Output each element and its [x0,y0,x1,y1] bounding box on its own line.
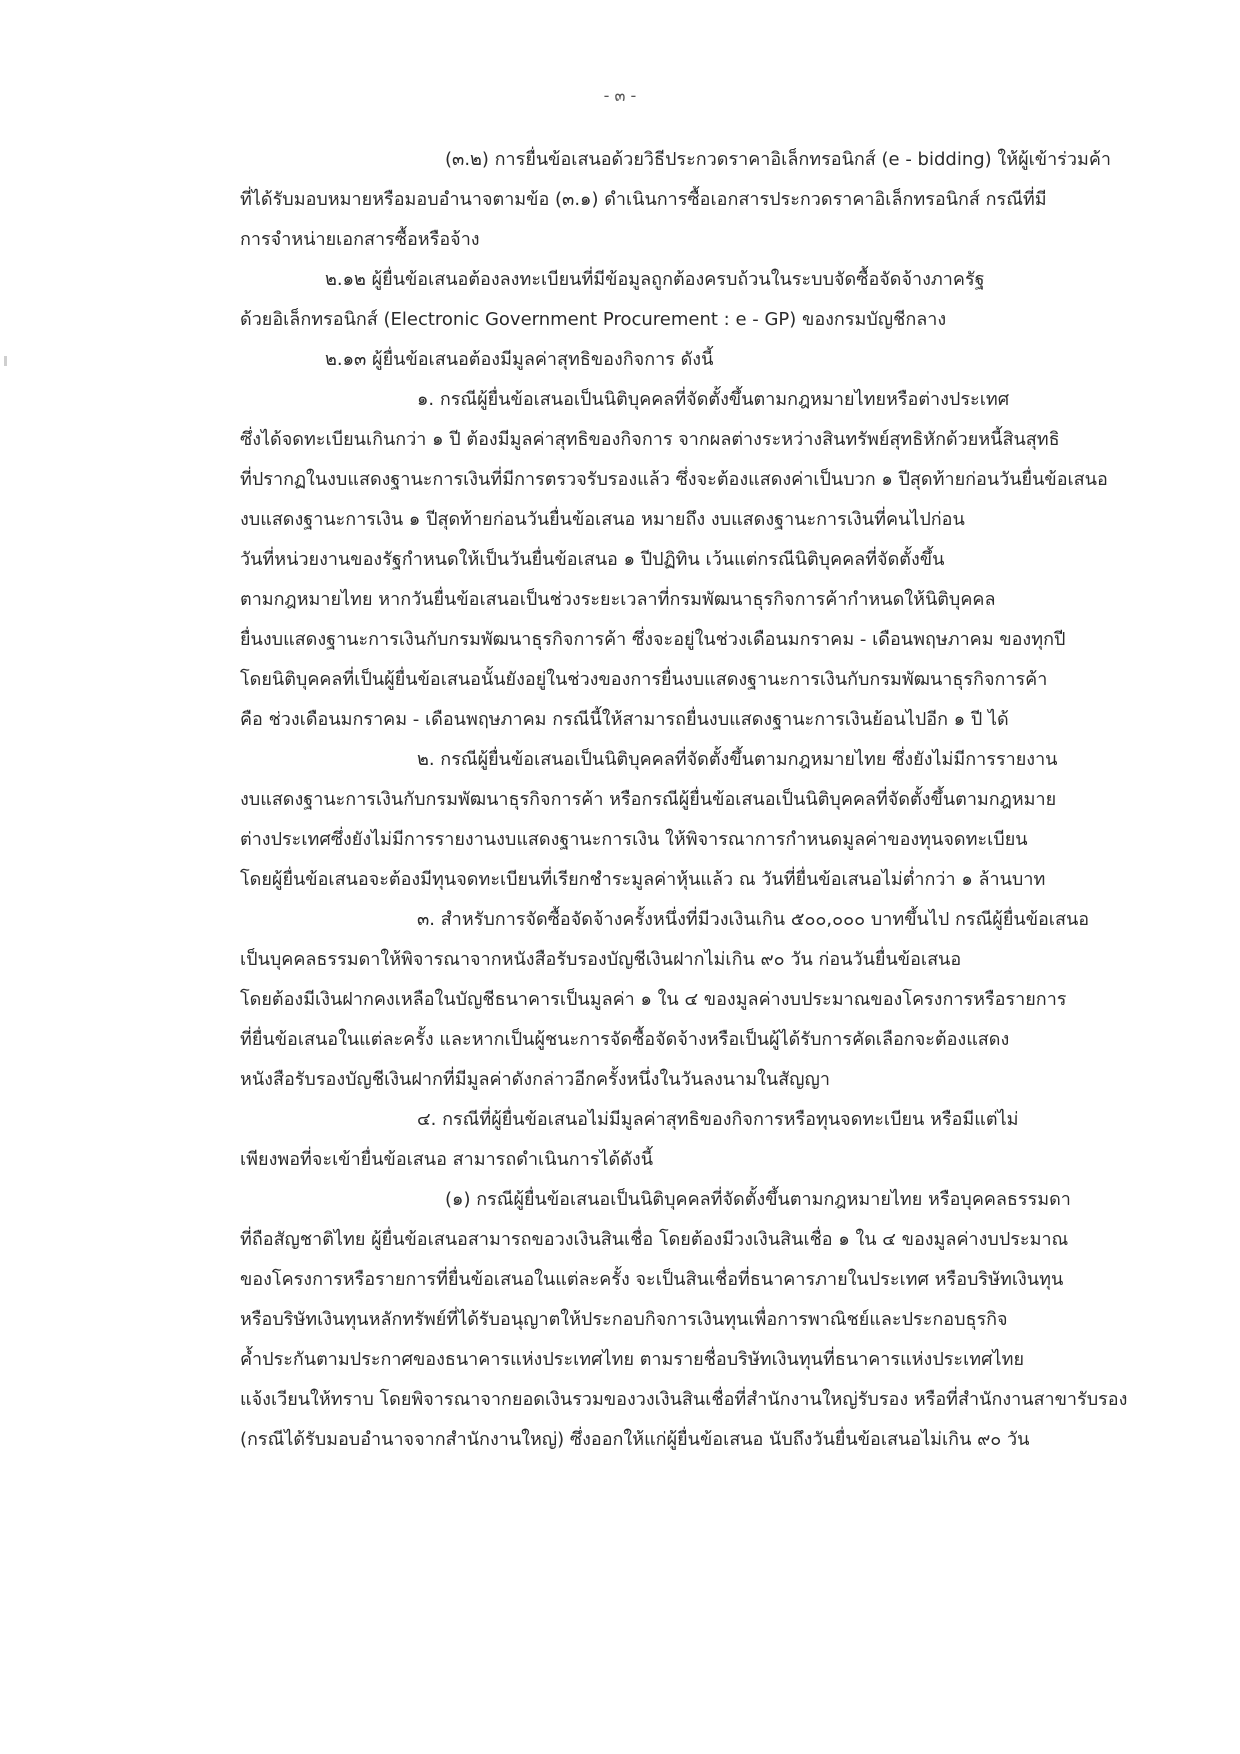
text-line: ที่ได้รับมอบหมายหรือมอบอำนาจตามข้อ (๓.๑) ดำเนินการซื้อเอกสารประกวดราคาอิเล็กทรอนิกส์ กรณีที่มี [240,189,1047,210]
text-line: ๑. กรณีผู้ยื่นข้อเสนอเป็นนิติบุคคลที่จัดตั้งขึ้นตามกฎหมายไทยหรือต่างประเทศ [417,389,1010,410]
text-line: วันที่หน่วยงานของรัฐกำหนดให้เป็นวันยื่นข้อเสนอ ๑ ปีปฏิทิน เว้นแต่กรณีนิติบุคคลที่จัดตั้งขึ้น [240,549,945,570]
text-line: (กรณีได้รับมอบอำนาจจากสำนักงานใหญ่) ซึ่งออกให้แก่ผู้ยื่นข้อเสนอ นับถึงวันยื่นข้อเสนอไม่เกิน ๙๐ วัน [240,1429,1030,1450]
text-line: ๓. สำหรับการจัดซื้อจัดจ้างครั้งหนึ่งที่มีวงเงินเกิน ๕๐๐,๐๐๐ บาทขึ้นไป กรณีผู้ยื่นข้อเสนอ [417,909,1090,930]
text-line: โดยต้องมีเงินฝากคงเหลือในบัญชีธนาคารเป็นมูลค่า ๑ ใน ๔ ของมูลค่างบประมาณของโครงการหรือรายการ [240,989,1067,1010]
page-number: - ๓ - [603,86,637,105]
text-line: การจำหน่ายเอกสารซื้อหรือจ้าง [240,229,480,250]
text-line: ค้ำประกันตามประกาศของธนาคารแห่งประเทศไทย ตามรายชื่อบริษัทเงินทุนที่ธนาคารแห่งประเทศไทย [240,1349,1024,1370]
text-line: งบแสดงฐานะการเงิน ๑ ปีสุดท้ายก่อนวันยื่นข้อเสนอ หมายถึง งบแสดงฐานะการเงินที่คนไปก่อน [240,509,965,530]
text-line: ที่ถือสัญชาติไทย ผู้ยื่นข้อเสนอสามารถขอวงเงินสินเชื่อ โดยต้องมีวงเงินสินเชื่อ ๑ ใน ๔ ของมูลค่างบประมาณ [240,1229,1069,1250]
text-line: ยื่นงบแสดงฐานะการเงินกับกรมพัฒนาธุรกิจการค้า ซึ่งจะอยู่ในช่วงเดือนมกราคม - เดือนพฤษภาคม ของทุกปี [240,629,1066,650]
text-line: หนังสือรับรองบัญชีเงินฝากที่มีมูลค่าดังกล่าวอีกครั้งหนึ่งในวันลงนามในสัญญา [240,1069,830,1090]
document-body [240,140,1130,1460]
text-line: โดยผู้ยื่นข้อเสนอจะต้องมีทุนจดทะเบียนที่เรียกชำระมูลค่าหุ้นแล้ว ณ วันที่ยื่นข้อเสนอไม่ต่ำกว่า ๑ ล้านบาท [240,869,1046,890]
text-line: ๒. กรณีผู้ยื่นข้อเสนอเป็นนิติบุคคลที่จัดตั้งขึ้นตามกฎหมายไทย ซึ่งยังไม่มีการรายงาน [417,749,1058,770]
text-line: (๓.๒) การยื่นข้อเสนอด้วยวิธีประกวดราคาอิเล็กทรอนิกส์ (e - bidding) ให้ผู้เข้าร่วมค้า [445,149,1111,170]
text-line: เพียงพอที่จะเข้ายื่นข้อเสนอ สามารถดำเนินการได้ดังนี้ [240,1149,654,1170]
text-line: ที่ปรากฏในงบแสดงฐานะการเงินที่มีการตรวจรับรองแล้ว ซึ่งจะต้องแสดงค่าเป็นบวก ๑ ปีสุดท้ายก่อนวันยื่นข้อเสนอ [240,469,1108,490]
text-line: งบแสดงฐานะการเงินกับกรมพัฒนาธุรกิจการค้า หรือกรณีผู้ยื่นข้อเสนอเป็นนิติบุคคลที่จัดตั้งขึ้นตามกฎหมาย [240,789,1057,810]
text-line: ซึ่งได้จดทะเบียนเกินกว่า ๑ ปี ต้องมีมูลค่าสุทธิของกิจการ จากผลต่างระหว่างสินทรัพย์สุทธิหักด้วยหนี้สินสุทธิ [240,429,1060,450]
text-line: ๒.๑๒ ผู้ยื่นข้อเสนอต้องลงทะเบียนที่มีข้อมูลถูกต้องครบถ้วนในระบบจัดซื้อจัดจ้างภาครัฐ [325,269,985,290]
text-line: ตามกฎหมายไทย หากวันยื่นข้อเสนอเป็นช่วงระยะเวลาที่กรมพัฒนาธุรกิจการค้ากำหนดให้นิติบุคคล [240,589,996,610]
text-line: แจ้งเวียนให้ทราบ โดยพิจารณาจากยอดเงินรวมของวงเงินสินเชื่อที่สำนักงานใหญ่รับรอง หรือที่สำนักงานสาขารับรอง [240,1389,1128,1410]
text-line: ๔. กรณีที่ผู้ยื่นข้อเสนอไม่มีมูลค่าสุทธิของกิจการหรือทุนจดทะเบียน หรือมีแต่ไม่ [417,1109,1019,1130]
text-line: คือ ช่วงเดือนมกราคม - เดือนพฤษภาคม กรณีนี้ให้สามารถยื่นงบแสดงฐานะการเงินย้อนไปอีก ๑ ปี ได้ [240,709,1009,730]
text-line: ๒.๑๓ ผู้ยื่นข้อเสนอต้องมีมูลค่าสุทธิของกิจการ ดังนี้ [325,349,714,370]
scan-artifact [4,356,7,366]
text-line: ของโครงการหรือรายการที่ยื่นข้อเสนอในแต่ละครั้ง จะเป็นสินเชื่อที่ธนาคารภายในประเทศ หรือบริษัทเงินทุน [240,1269,1064,1290]
text-line: เป็นบุคคลธรรมดาให้พิจารณาจากหนังสือรับรองบัญชีเงินฝากไม่เกิน ๙๐ วัน ก่อนวันยื่นข้อเสนอ [240,949,962,970]
text-line: โดยนิติบุคคลที่เป็นผู้ยื่นข้อเสนอนั้นยังอยู่ในช่วงของการยื่นงบแสดงฐานะการเงินกับกรมพัฒนาธุรกิจการค้า [240,669,1048,690]
text-line: (๑) กรณีผู้ยื่นข้อเสนอเป็นนิติบุคคลที่จัดตั้งขึ้นตามกฎหมายไทย หรือบุคคลธรรมดา [445,1189,1071,1210]
text-line: ที่ยื่นข้อเสนอในแต่ละครั้ง และหากเป็นผู้ชนะการจัดซื้อจัดจ้างหรือเป็นผู้ได้รับการคัดเลือกจะต้องแสดง [240,1029,1010,1050]
text-line: ด้วยอิเล็กทรอนิกส์ (Electronic Government Procurement : e - GP) ของกรมบัญชีกลาง [240,309,947,330]
text-line: ต่างประเทศซึ่งยังไม่มีการรายงานงบแสดงฐานะการเงิน ให้พิจารณาการกำหนดมูลค่าของทุนจดทะเบียน [240,829,1028,850]
text-line: หรือบริษัทเงินทุนหลักทรัพย์ที่ได้รับอนุญาตให้ประกอบกิจการเงินทุนเพื่อการพาณิชย์และประกอบธุรกิจ [240,1309,1008,1330]
